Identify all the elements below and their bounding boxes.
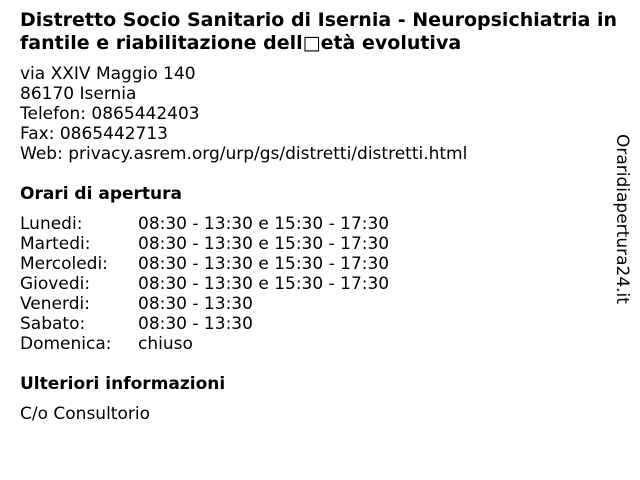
day-label: Lunedi: [20, 214, 83, 234]
page-title: Distretto Socio Sanitario di Isernia - Neuropsichiatria infantile e riabilitazione dell□età evolutiva [20, 9, 618, 54]
more-info-heading: Ulteriori informazioni [20, 374, 226, 394]
address-block [20, 64, 467, 164]
hours-value: 08:30 - 13:30 e 15:30 - 17:30 [138, 274, 390, 294]
hours-value: 08:30 - 13:30 e 15:30 - 17:30 [138, 234, 390, 254]
opening-hours-table [20, 214, 389, 354]
street-address: via XXIV Maggio 140 [20, 64, 196, 84]
website-text: Web: privacy.asrem.org/urp/gs/distretti/distretti.html [20, 144, 468, 164]
hours-row-monday [20, 214, 389, 234]
hours-row-tuesday [20, 234, 389, 254]
opening-hours-heading: Orari di apertura [20, 184, 182, 204]
day-label: Domenica: [20, 334, 112, 354]
hours-row-thursday [20, 274, 389, 294]
watermark-text: Oraridiapertura24.it [612, 134, 632, 304]
hours-row-wednesday [20, 254, 389, 274]
hours-value: 08:30 - 13:30 e 15:30 - 17:30 [138, 254, 390, 274]
hours-value: 08:30 - 13:30 [138, 314, 253, 334]
day-label: Venerdi: [20, 294, 90, 314]
city-address: 86170 Isernia [20, 84, 137, 104]
more-info-text: C/o Consultorio [20, 404, 150, 424]
hours-value: chiuso [138, 334, 193, 354]
hours-row-sunday [20, 334, 389, 354]
hours-value: 08:30 - 13:30 [138, 294, 253, 314]
hours-row-friday [20, 294, 389, 314]
day-label: Giovedi: [20, 274, 91, 294]
phone-number: Telefon: 0865442403 [20, 104, 200, 124]
day-label: Mercoledi: [20, 254, 108, 274]
day-label: Sabato: [20, 314, 86, 334]
hours-value: 08:30 - 13:30 e 15:30 - 17:30 [138, 214, 390, 234]
day-label: Martedi: [20, 234, 91, 254]
hours-row-saturday [20, 314, 389, 334]
fax-number: Fax: 0865442713 [20, 124, 168, 144]
